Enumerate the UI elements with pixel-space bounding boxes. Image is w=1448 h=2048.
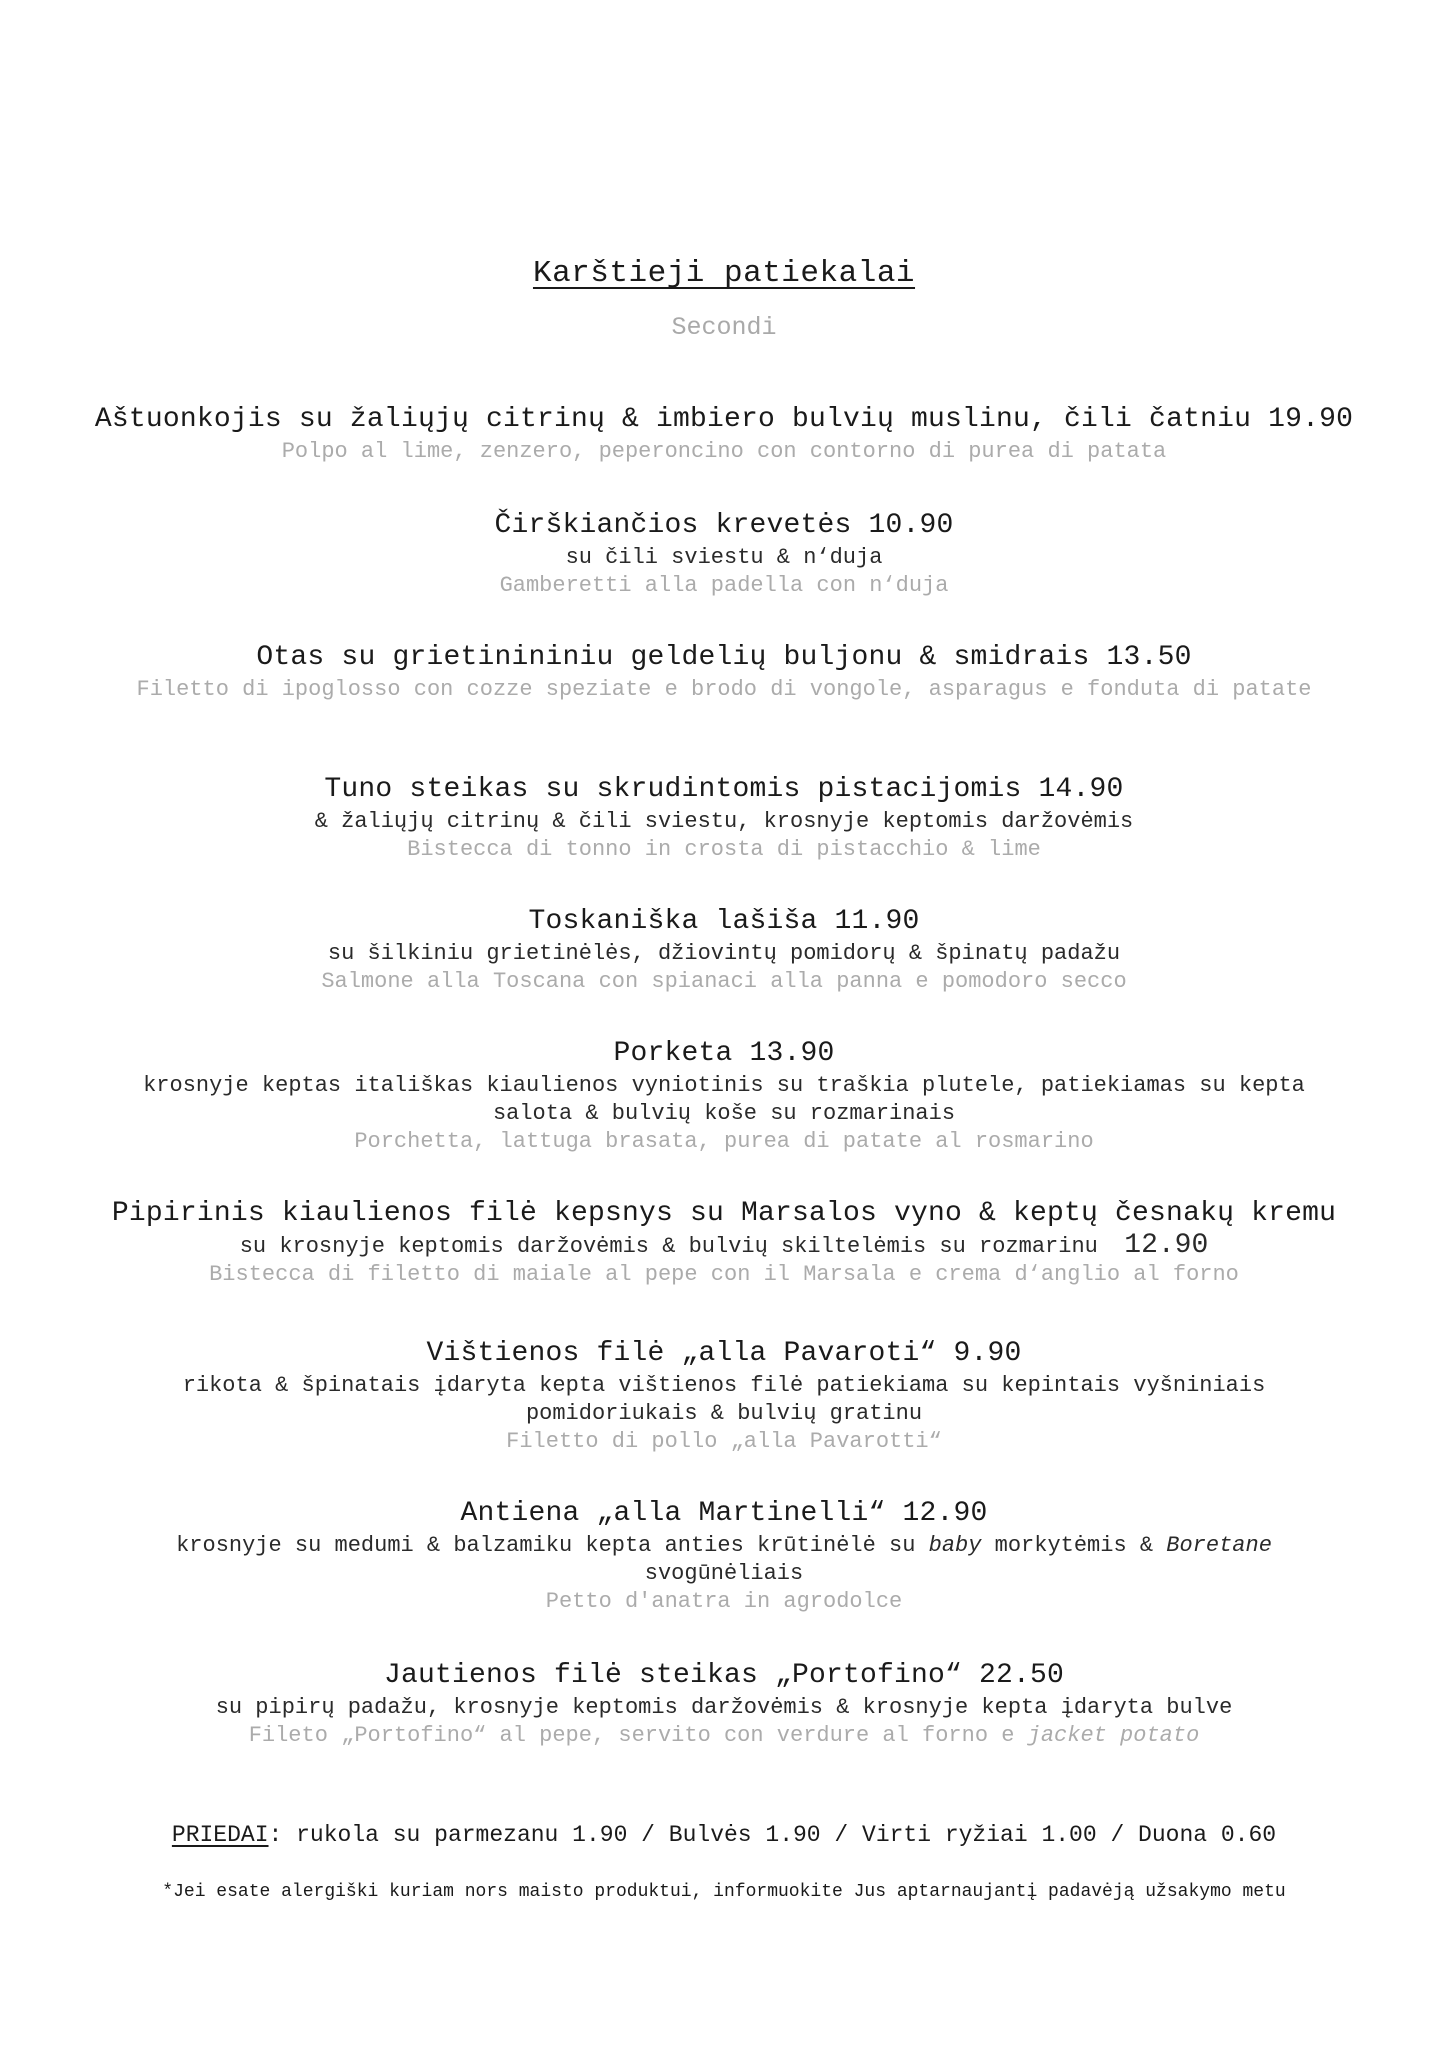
item-description: su šilkiniu grietinėlės, džiovintų pomidorų & špinatų padažu bbox=[327, 941, 1121, 966]
menu-item-shrimp bbox=[70, 508, 1378, 600]
item-description: & žaliųjų citrinų & čili sviestu, krosnyje keptomis daržovėmis bbox=[314, 809, 1134, 834]
menu-item-octopus bbox=[70, 402, 1378, 466]
item-italian: Polpo al lime, zenzero, peperoncino con contorno di purea di patata bbox=[281, 439, 1167, 464]
extras-label: PRIEDAI bbox=[171, 1822, 269, 1848]
item-italian bbox=[70, 1722, 1378, 1750]
menu-item-halibut bbox=[70, 640, 1378, 704]
item-description-line1: krosnyje keptas itališkas kiaulienos vyniotinis su traškia plutele, patiekiamas su kepta bbox=[143, 1073, 1305, 1098]
item-italian: Salmone alla Toscana con spianaci alla panna e pomodoro secco bbox=[321, 969, 1127, 994]
item-name: Tuno steikas su skrudintomis pistacijomis 14.90 bbox=[324, 774, 1124, 805]
item-description-line2: svogūnėliais bbox=[644, 1561, 804, 1586]
item-description bbox=[70, 1232, 1378, 1261]
page-title-text: Karštieji patiekalai bbox=[532, 256, 916, 291]
item-name: Antiena „alla Martinelli“ 12.90 bbox=[460, 1498, 988, 1529]
item-italian: Gamberetti alla padella con n‘duja bbox=[499, 573, 949, 598]
item-description-text: su krosnyje keptomis daržovėmis & bulvių skiltelėmis su rozmarinu bbox=[239, 1234, 1098, 1259]
item-name: Aštuonkojis su žaliųjų citrinų & imbiero bulvių muslinu, čili čatniu 19.90 bbox=[94, 404, 1354, 435]
menu-item-porchetta bbox=[70, 1036, 1378, 1156]
item-description-line2: salota & bulvių koše su rozmarinais bbox=[492, 1101, 956, 1126]
item-description-part: krosnyje su medumi & balzamiku kepta anties krūtinėlė su bbox=[176, 1533, 929, 1558]
allergy-note: *Jei esate alergiški kuriam nors maisto produktui, informuokite Jus aptarnaujantį padavėją užsakymo metu bbox=[162, 1882, 1286, 1902]
item-description-line1: rikota & špinatais įdaryta kepta vištienos filė patiekiama su kepintais vyšniniais bbox=[182, 1373, 1266, 1398]
item-italian: Bistecca di filetto di maiale al pepe con il Marsala e crema d‘anglio al forno bbox=[209, 1262, 1239, 1287]
item-name: Pipirinis kiaulienos filė kepsnys su Marsalos vyno & keptų česnakų kremu bbox=[111, 1198, 1337, 1229]
item-description-line1 bbox=[70, 1532, 1378, 1560]
item-description: su čili sviestu & n‘duja bbox=[565, 545, 883, 570]
menu-item-tuna bbox=[70, 772, 1378, 864]
item-italian: Filetto di pollo „alla Pavarotti“ bbox=[506, 1429, 942, 1454]
item-description-italic: baby bbox=[928, 1533, 982, 1558]
extras-line bbox=[0, 1820, 1448, 1850]
item-italian: Porchetta, lattuga brasata, purea di patate al rosmarino bbox=[354, 1129, 1094, 1154]
item-italian: Filetto di ipoglosso con cozze speziate e brodo di vongole, asparagus e fonduta di patate bbox=[136, 677, 1312, 702]
page-title bbox=[0, 254, 1448, 294]
item-price: 12.90 bbox=[1124, 1230, 1209, 1261]
item-italian-italic: jacket potato bbox=[1027, 1723, 1200, 1748]
item-description-line2: pomidoriukais & bulvių gratinu bbox=[525, 1401, 923, 1426]
menu-item-duck bbox=[70, 1496, 1378, 1616]
item-name: Porketa 13.90 bbox=[613, 1038, 835, 1069]
page-subtitle: Secondi bbox=[671, 313, 777, 342]
item-description: su pipirų padažu, krosnyje keptomis daržovėmis & krosnyje kepta įdaryta bulve bbox=[215, 1695, 1233, 1720]
item-description-italic: Boretane bbox=[1166, 1533, 1272, 1558]
item-name: Čirškiančios krevetės 10.90 bbox=[494, 510, 954, 541]
item-italian: Petto d'anatra in agrodolce bbox=[545, 1589, 903, 1614]
item-description-part: morkytėmis & bbox=[981, 1533, 1167, 1558]
item-italian-part: Fileto „Portofino“ al pepe, servito con verdure al forno e bbox=[248, 1723, 1028, 1748]
item-italian: Bistecca di tonno in crosta di pistacchio & lime bbox=[407, 837, 1041, 862]
item-name: Jautienos filė steikas „Portofino“ 22.50 bbox=[383, 1660, 1065, 1691]
extras-text: : rukola su parmezanu 1.90 / Bulvės 1.90 / Virti ryžiai 1.00 / Duona 0.60 bbox=[268, 1822, 1277, 1848]
menu-item-pork-fillet bbox=[70, 1196, 1378, 1289]
menu-item-salmon bbox=[70, 904, 1378, 996]
item-name: Toskaniška lašiša 11.90 bbox=[528, 906, 920, 937]
item-name: Vištienos filė „alla Pavaroti“ 9.90 bbox=[426, 1338, 1022, 1369]
menu-item-chicken bbox=[70, 1336, 1378, 1456]
menu-item-beef-fillet bbox=[70, 1658, 1378, 1750]
item-name: Otas su grietinininiu geldelių buljonu & smidrais 13.50 bbox=[256, 642, 1192, 673]
